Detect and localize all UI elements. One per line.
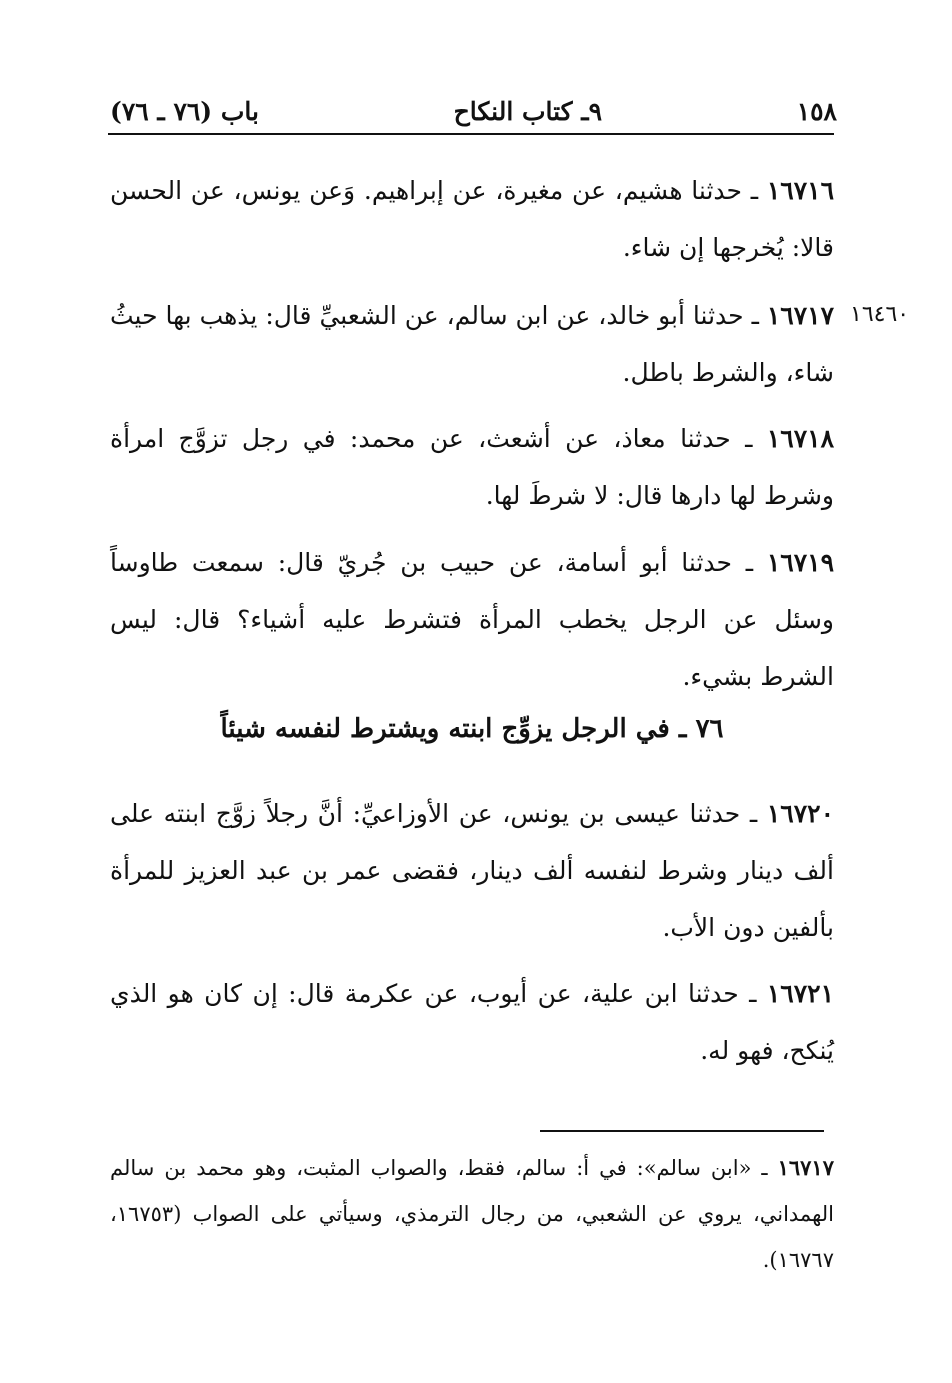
hadith-entry bbox=[110, 410, 834, 524]
book-title: ٩ـ كتاب النكاح bbox=[453, 97, 603, 126]
hadith-number: ١٦٧١٧ bbox=[766, 301, 835, 330]
hadith-text: ـ حدثنا ابن علية، عن أيوب، عن عكرمة قال: إن كان هو الذي يُنكح، فهو له. bbox=[110, 979, 834, 1065]
hadith-number: ١٦٧١٨ bbox=[766, 424, 835, 453]
page-header bbox=[110, 86, 837, 126]
section-heading: ٧٦ ـ في الرجل يزوِّج ابنته ويشترط لنفسه شيئاً bbox=[220, 714, 724, 744]
hadith-entry bbox=[110, 785, 834, 956]
page-number: ١٥٨ bbox=[796, 97, 837, 126]
hadith-number: ١٦٧١٦ bbox=[766, 176, 834, 205]
hadith-text: ـ حدثنا عيسى بن يونس، عن الأوزاعيِّ: أنَّ رجلاً زوَّج ابنته على ألف دينار وشرط لنفسه ألف دينار، فقضى عمر بن عبد العزيز للمرأة بألفين دون الأب. bbox=[110, 799, 834, 942]
hadith-entry bbox=[110, 287, 834, 401]
footnote-text: ـ «ابن سالم»: في أ: سالم، فقط، والصواب المثبت، وهو محمد بن سالم الهمداني، يروي عن الشعبي، من رجال الترمذي، وسيأتي على الصواب (١٦٧٥٣، ١٦٧٦٧). bbox=[110, 1156, 834, 1272]
hadith-text: ـ حدثنا أبو أسامة، عن حبيب بن جُريّ قال: سمعت طاوساً وسئل عن الرجل يخطب المرأة فتشرط عليه أشياء؟ قال: ليس الشرط بشيء. bbox=[110, 548, 834, 691]
footnote-rule bbox=[540, 1130, 824, 1132]
margin-reference-number: ١٦٤٦٠ bbox=[850, 302, 910, 327]
footnote-number: ١٦٧١٧ bbox=[777, 1155, 834, 1180]
hadith-entry bbox=[110, 965, 834, 1079]
header-rule bbox=[108, 133, 834, 135]
hadith-text: ـ حدثنا هشيم، عن مغيرة، عن إبراهيم. وَعن يونس، عن الحسن قالا: يُخرجها إن شاء. bbox=[110, 176, 834, 262]
hadith-text: ـ حدثنا أبو خالد، عن ابن سالم، عن الشعبيِّ قال: يذهب بها حيثُ شاء، والشرط باطل. bbox=[110, 301, 834, 387]
hadith-number: ١٦٧٢١ bbox=[766, 979, 834, 1008]
hadith-text: ـ حدثنا معاذ، عن أشعث، عن محمد: في رجل تزوَّج امرأة وشرط لها دارها قال: لا شرطَ لها. bbox=[110, 424, 834, 510]
hadith-entry bbox=[110, 162, 834, 276]
footnote bbox=[110, 1145, 834, 1283]
hadith-number: ١٦٧١٩ bbox=[766, 548, 834, 577]
hadith-number: ١٦٧٢٠ bbox=[766, 799, 834, 828]
hadith-entry bbox=[110, 534, 834, 705]
chapter-range: باب (٧٦ ـ ٧٦) bbox=[110, 97, 259, 126]
